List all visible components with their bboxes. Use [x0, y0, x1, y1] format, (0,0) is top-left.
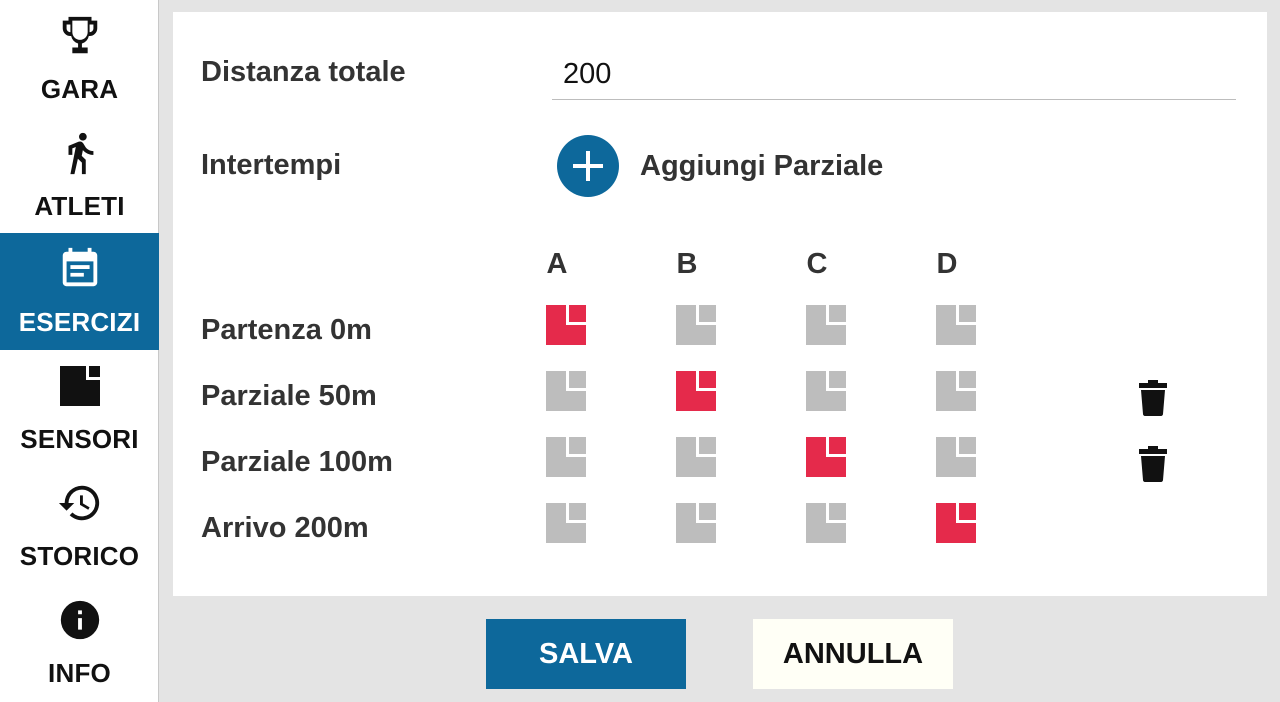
runner-icon — [56, 129, 104, 177]
sensor-icon — [806, 371, 846, 411]
column-header-a: A — [546, 248, 568, 280]
sensor-toggle-c[interactable] — [806, 371, 846, 411]
exercise-form-panel — [173, 12, 1267, 596]
column-header-b: B — [676, 248, 698, 280]
split-row-label: Parziale 50m — [201, 380, 377, 412]
sensor-icon — [936, 437, 976, 477]
distance-input[interactable] — [552, 50, 1236, 100]
sensor-toggle-c[interactable] — [806, 437, 846, 477]
sidebar-item-label: ATLETI — [34, 191, 125, 221]
sidebar-item-label: ESERCIZI — [18, 307, 141, 337]
column-header-c: C — [806, 248, 828, 280]
sensor-icon — [546, 437, 586, 477]
sidebar-item-label: GARA — [40, 74, 119, 104]
sensor-icon — [676, 437, 716, 477]
cancel-button[interactable]: ANNULLA — [753, 619, 953, 689]
sensor-toggle-d[interactable] — [936, 437, 976, 477]
trash-icon — [1139, 380, 1167, 416]
sidebar-item-storico[interactable] — [0, 467, 159, 584]
splits-label: Intertempi — [201, 149, 342, 181]
sensor-icon — [936, 503, 976, 543]
sensor-icon — [546, 503, 586, 543]
sensor-icon — [936, 371, 976, 411]
sensor-toggle-b[interactable] — [676, 371, 716, 411]
sensor-icon — [546, 371, 586, 411]
delete-split-button[interactable] — [1139, 380, 1167, 416]
sensor-icon — [676, 371, 716, 411]
sidebar-item-atleti[interactable] — [0, 117, 159, 234]
add-split-label: Aggiungi Parziale — [640, 149, 884, 182]
sensor-toggle-a[interactable] — [546, 503, 586, 543]
sensor-toggle-d[interactable] — [936, 371, 976, 411]
plus-icon — [557, 135, 619, 197]
sensor-toggle-b[interactable] — [676, 305, 716, 345]
sensor-icon — [936, 305, 976, 345]
sensor-toggle-b[interactable] — [676, 503, 716, 543]
distance-label: Distanza totale — [201, 56, 406, 88]
sidebar-item-sensori[interactable] — [0, 350, 159, 467]
split-row-label: Parziale 100m — [201, 446, 393, 478]
trophy-icon — [56, 12, 104, 60]
sidebar-item-label: SENSORI — [20, 424, 139, 454]
sensor-toggle-a[interactable] — [546, 371, 586, 411]
sensor-toggle-a[interactable] — [546, 305, 586, 345]
trash-icon — [1139, 446, 1167, 482]
sensor-icon — [806, 437, 846, 477]
split-row-label: Partenza 0m — [201, 314, 372, 346]
sensor-toggle-d[interactable] — [936, 503, 976, 543]
column-header-d: D — [936, 248, 958, 280]
history-icon — [56, 479, 104, 527]
sidebar-item-label: INFO — [48, 658, 111, 688]
delete-split-button[interactable] — [1139, 446, 1167, 482]
sidebar-item-esercizi[interactable] — [0, 233, 159, 350]
save-button[interactable]: SALVA — [486, 619, 686, 689]
calendar-icon — [56, 245, 104, 293]
sensor-toggle-b[interactable] — [676, 437, 716, 477]
sensor-icon — [806, 305, 846, 345]
sidebar-item-gara[interactable] — [0, 0, 159, 117]
sensor-toggle-c[interactable] — [806, 305, 846, 345]
sensor-icon — [806, 503, 846, 543]
sidebar — [0, 0, 159, 702]
info-icon — [56, 596, 104, 644]
sensor-icon — [546, 305, 586, 345]
sidebar-item-info[interactable] — [0, 584, 159, 701]
sidebar-item-label: STORICO — [19, 541, 140, 571]
sensor-icon — [676, 503, 716, 543]
sensor-icon — [56, 362, 104, 410]
sensor-icon — [676, 305, 716, 345]
sensor-toggle-a[interactable] — [546, 437, 586, 477]
sensor-toggle-d[interactable] — [936, 305, 976, 345]
add-split-button[interactable] — [557, 135, 883, 197]
split-row-label: Arrivo 200m — [201, 512, 369, 544]
sensor-toggle-c[interactable] — [806, 503, 846, 543]
